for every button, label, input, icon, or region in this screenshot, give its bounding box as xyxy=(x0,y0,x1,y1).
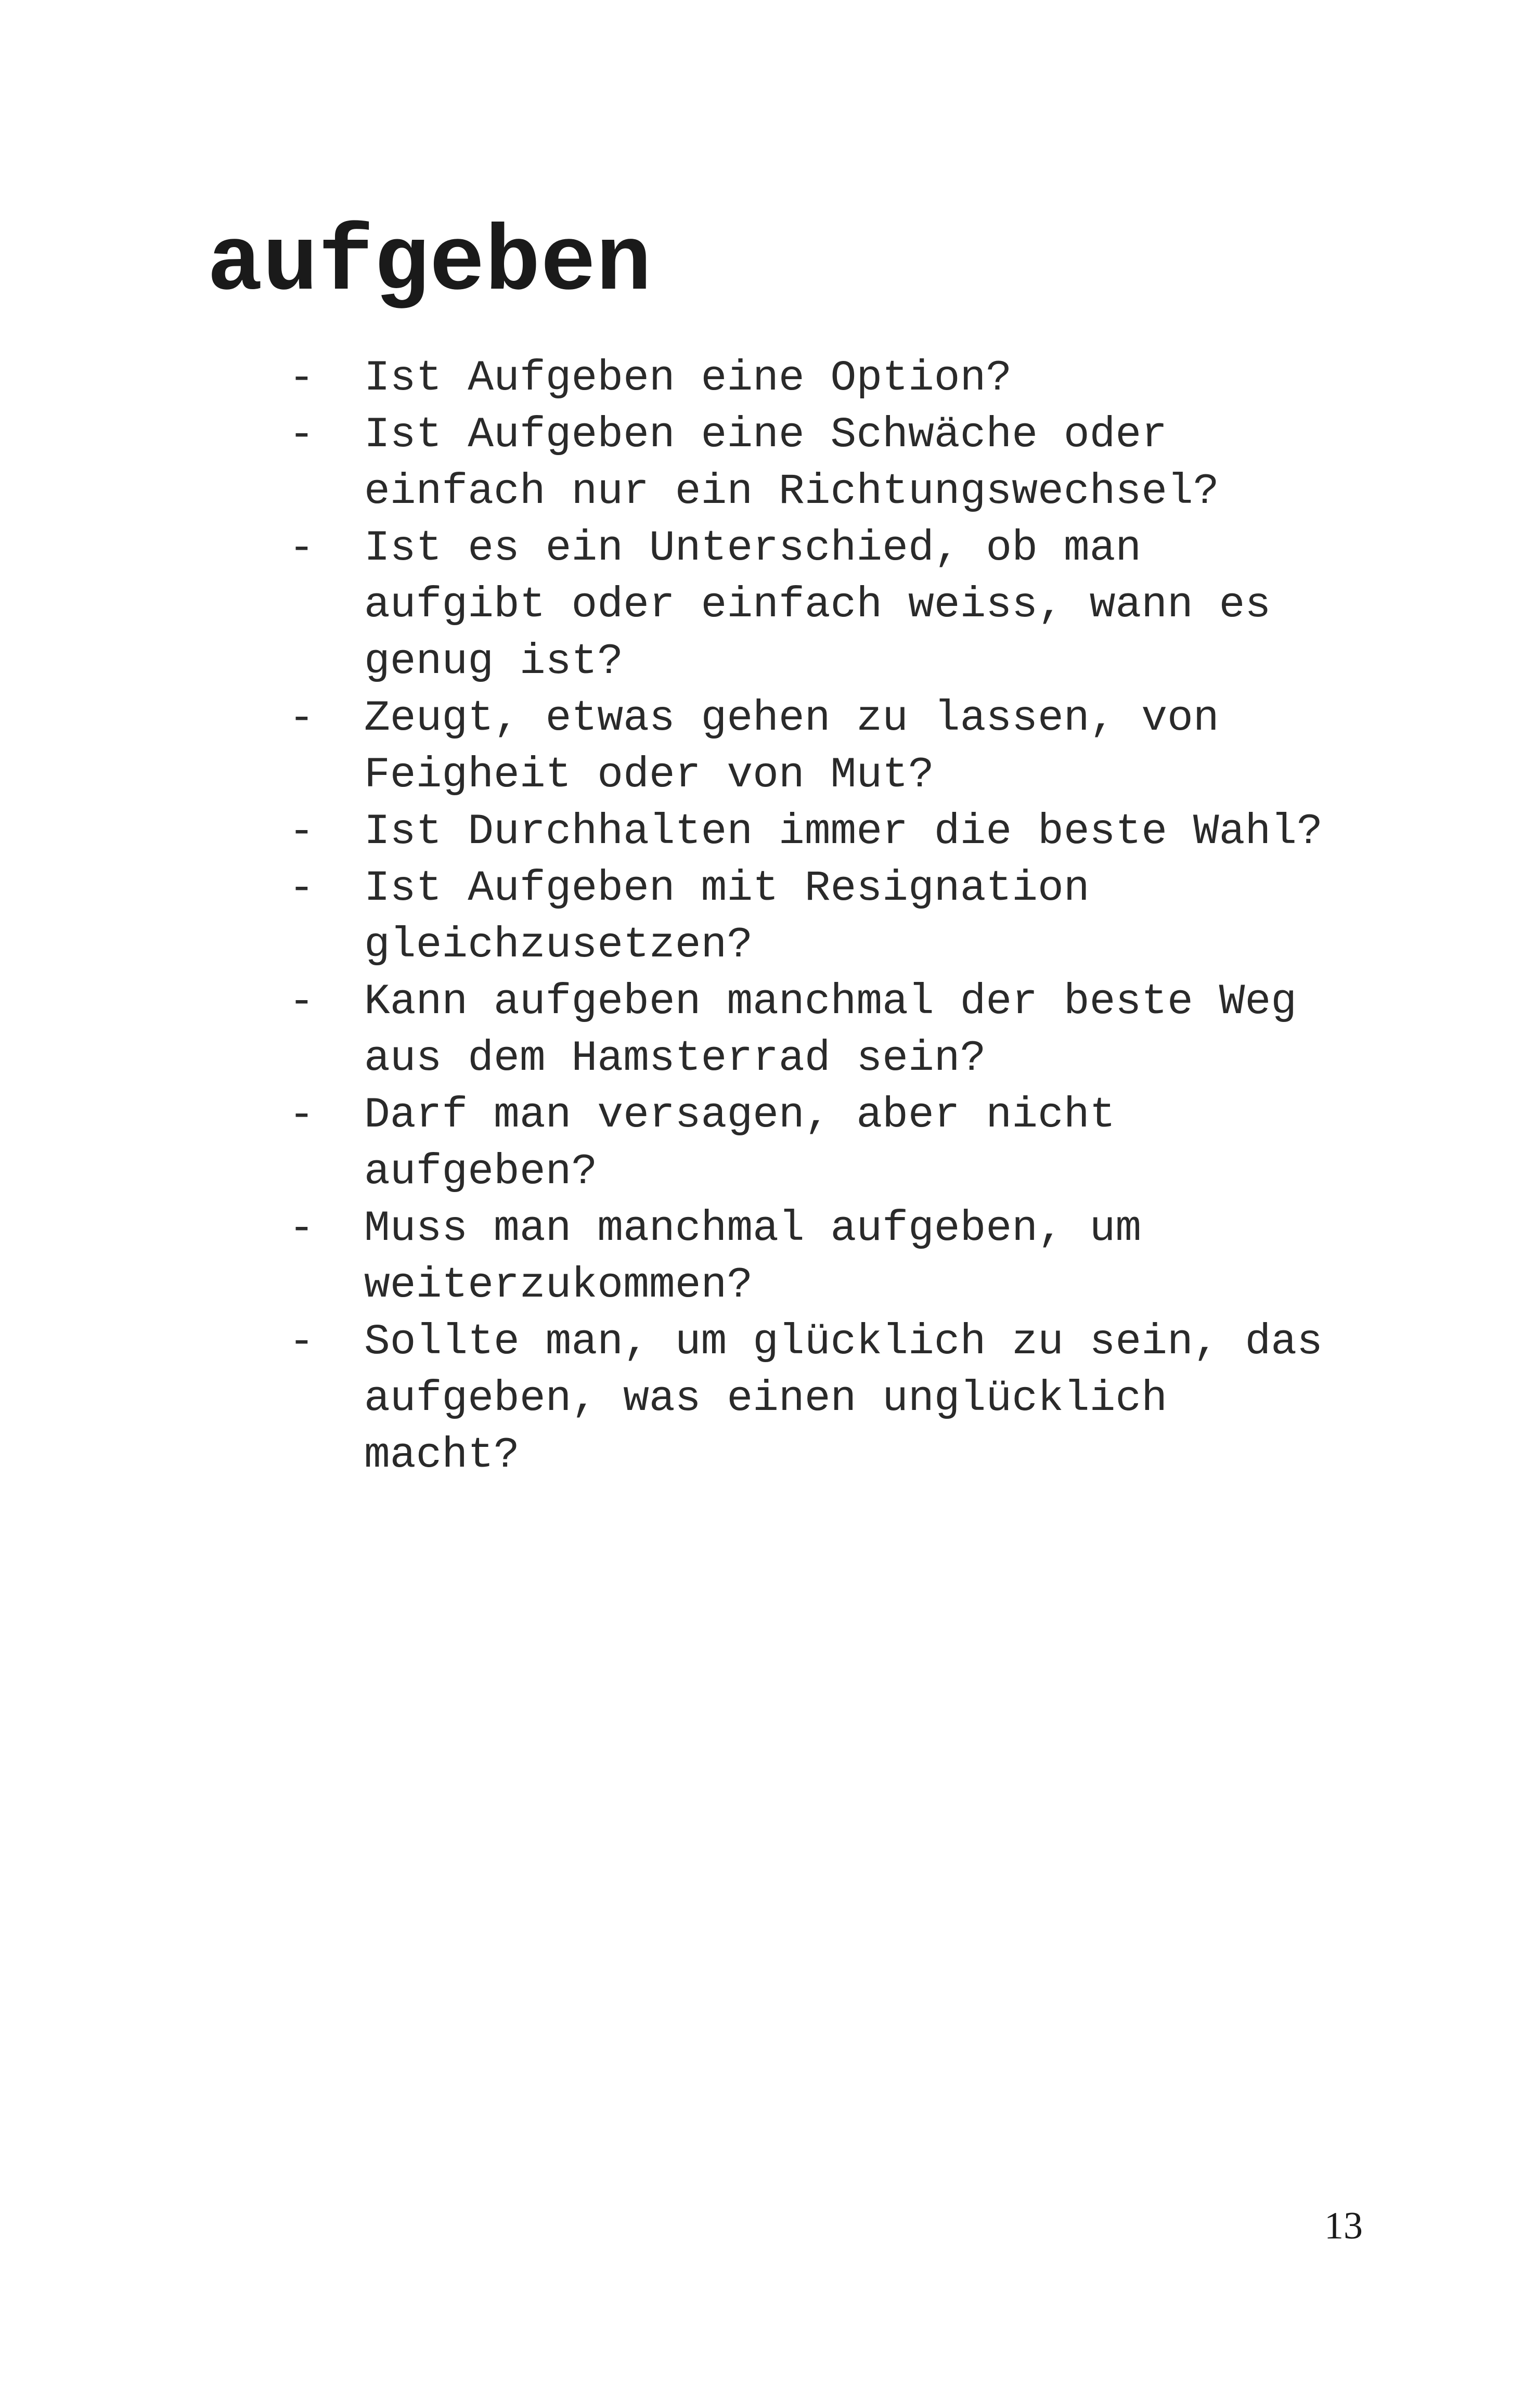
question-list xyxy=(0,350,1384,1484)
list-item xyxy=(0,520,1384,690)
question-text: Ist Aufgeben mit Resignation gleichzusetzen? xyxy=(364,864,1090,969)
list-item xyxy=(0,860,1384,974)
list-item xyxy=(0,1087,1384,1200)
bullet-dash: - xyxy=(289,1091,315,1140)
bullet-dash: - xyxy=(289,1204,315,1253)
bullet-dash: - xyxy=(289,694,315,743)
question-text: Ist Durchhalten immer die beste Wahl? xyxy=(364,807,1323,856)
question-text: Ist Aufgeben eine Schwäche oder einfach nur ein Richtungswechsel? xyxy=(364,410,1219,516)
question-text: Darf man versagen, aber nicht aufgeben? xyxy=(364,1091,1116,1196)
question-text: Kann aufgeben manchmal der beste Weg aus dem Hamsterrad sein? xyxy=(364,977,1297,1083)
bullet-dash: - xyxy=(289,354,315,403)
list-item xyxy=(0,974,1384,1087)
bullet-dash: - xyxy=(289,524,315,573)
list-item xyxy=(0,690,1384,804)
question-text: Sollte man, um glücklich zu sein, das aufgeben, was einen unglücklich macht? xyxy=(364,1317,1323,1480)
bullet-dash: - xyxy=(289,1317,315,1366)
bullet-dash: - xyxy=(289,410,315,459)
bullet-dash: - xyxy=(289,864,315,913)
bullet-dash: - xyxy=(289,977,315,1026)
list-item xyxy=(0,350,1384,407)
question-text: Ist Aufgeben eine Option? xyxy=(364,354,1012,403)
list-item xyxy=(0,1200,1384,1314)
list-item xyxy=(0,804,1384,860)
question-text: Muss man manchmal aufgeben, um weiterzukommen? xyxy=(364,1204,1142,1310)
page-number: 13 xyxy=(1324,2205,1363,2247)
question-text: Zeugt, etwas gehen zu lassen, von Feigheit oder von Mut? xyxy=(364,694,1219,799)
question-text: Ist es ein Unterschied, ob man aufgibt oder einfach weiss, wann es genug ist? xyxy=(364,524,1271,686)
list-item xyxy=(0,407,1384,520)
list-item xyxy=(0,1314,1384,1484)
bullet-dash: - xyxy=(289,807,315,856)
page-title: aufgeben xyxy=(207,212,652,317)
